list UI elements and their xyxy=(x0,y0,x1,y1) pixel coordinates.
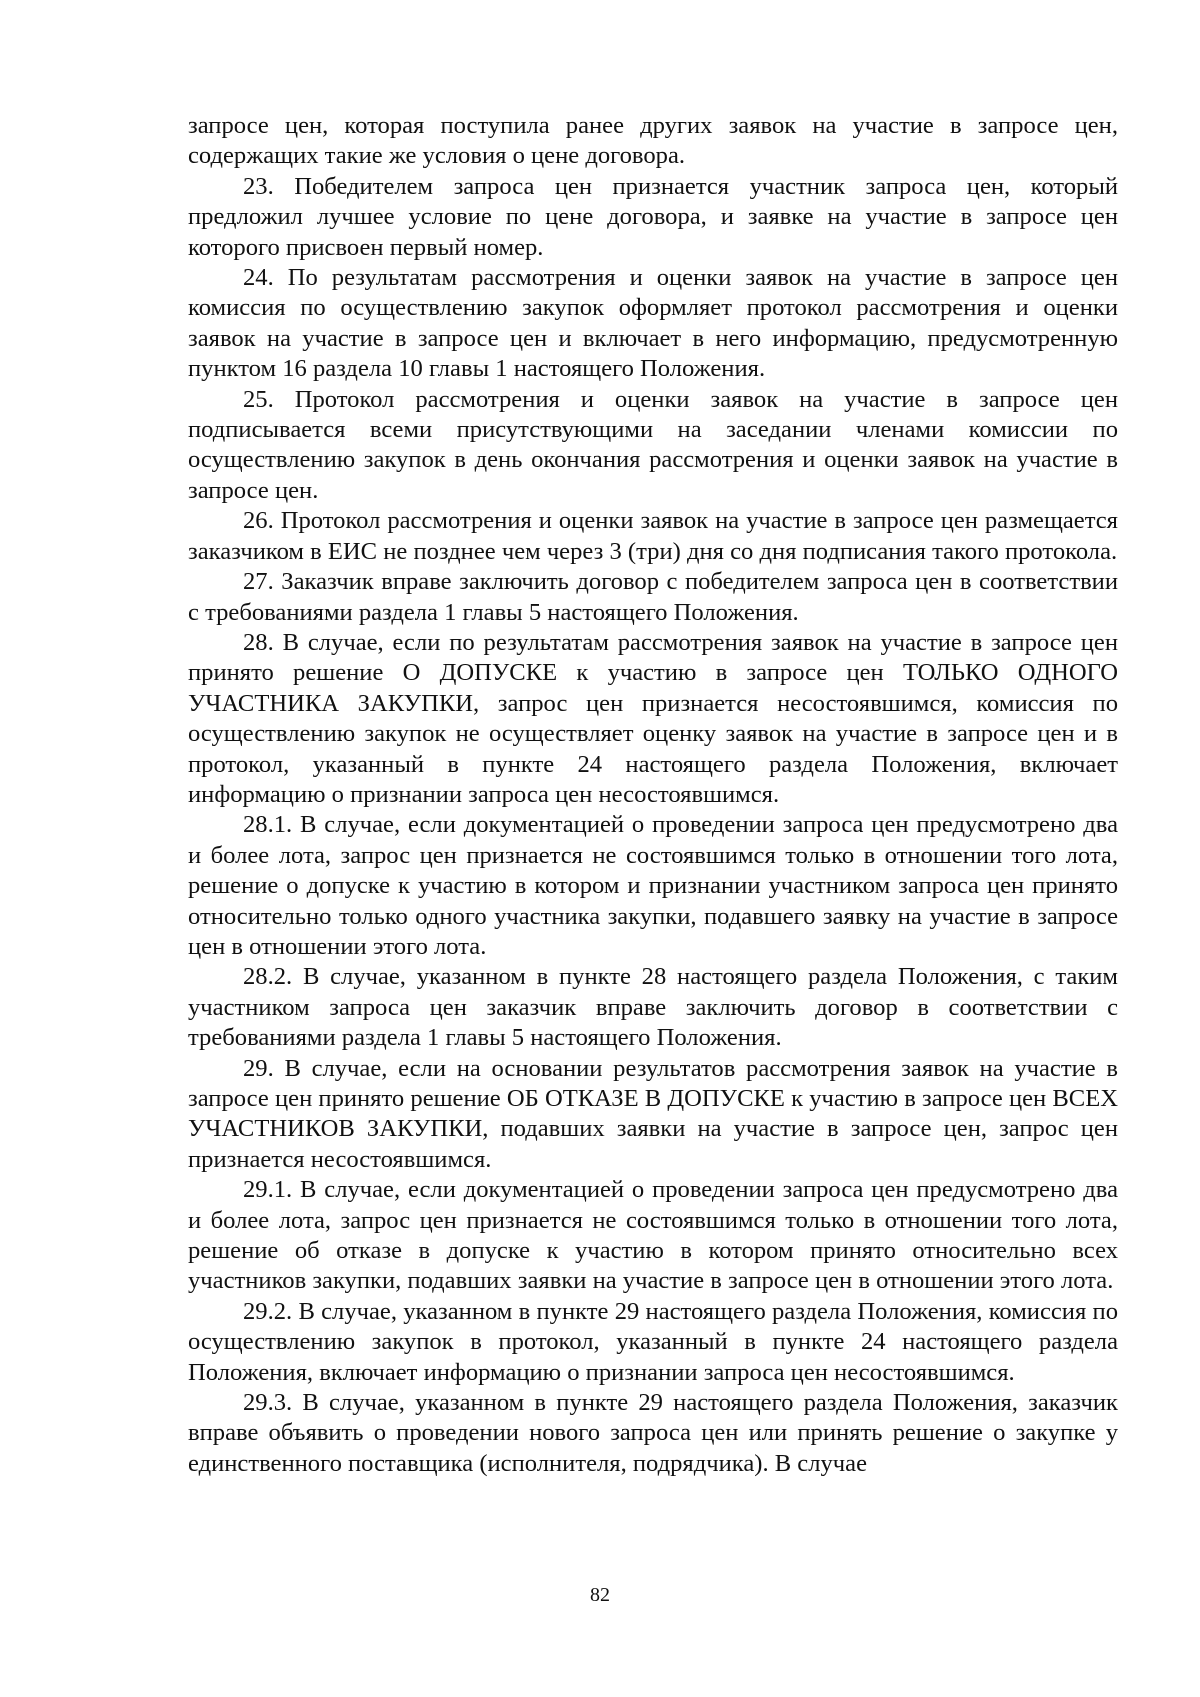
paragraph-27: 27. Заказчик вправе заключить договор с победителем запроса цен в соответствии с требованиями раздела 1 главы 5 настоящего Положения. xyxy=(188,568,1118,626)
paragraph-29-2: 29.2. В случае, указанном в пункте 29 настоящего раздела Положения, комиссия по осуществлению закупок в протокол, указанный в пункте 24 настоящего раздела Положения, включает информацию о признании запроса цен несостоявшимся. xyxy=(188,1297,1118,1386)
paragraph-24: 24. По результатам рассмотрения и оценки заявок на участие в запросе цен комиссия по осуществлению закупок оформляет протокол рассмотрения и оценки заявок на участие в запросе цен и включает в него информацию, предусмотренную пунктом 16 раздела 10 главы 1 настоящего Положения. xyxy=(188,264,1118,383)
paragraph-28: 28. В случае, если по результатам рассмотрения заявок на участие в запросе цен принято решение О ДОПУСКЕ к участию в запросе цен ТОЛЬКО ОДНОГО УЧАСТНИКА ЗАКУПКИ, запрос цен признается несостоявшимся, комиссия по осуществлению закупок не осуществляет оценку заявок на участие в запросе цен и в протокол, указанный в пункте 24 настоящего раздела Положения, включает информацию о признании запроса цен несостоявшимся. xyxy=(188,628,1118,808)
paragraph-29: 29. В случае, если на основании результатов рассмотрения заявок на участие в запросе цен принято решение ОБ ОТКАЗЕ В ДОПУСКЕ к участию в запросе цен ВСЕХ УЧАСТНИКОВ ЗАКУПКИ, подавших заявки на участие в запросе цен, запрос цен признается несостоявшимся. xyxy=(188,1054,1118,1173)
paragraph-29-3: 29.3. В случае, указанном в пункте 29 настоящего раздела Положения, заказчик вправе объявить о проведении нового запроса цен или принять решение о закупке у единственного поставщика (исполнителя, подрядчика). В случае xyxy=(188,1389,1118,1477)
document-body xyxy=(188,111,1118,1479)
paragraph-continuation: запросе цен, которая поступила ранее других заявок на участие в запросе цен, содержащих такие же условия о цене договора. xyxy=(188,112,1118,170)
page-number: 82 xyxy=(590,1584,610,1606)
paragraph-29-1: 29.1. В случае, если документацией о проведении запроса цен предусмотрено два и более лота, запрос цен признается не состоявшимся только в отношении того лота, решение об отказе в допуске к участию в котором принято относительно всех участников закупки, подавших заявки на участие в запросе цен в отношении этого лота. xyxy=(188,1176,1118,1295)
paragraph-25: 25. Протокол рассмотрения и оценки заявок на участие в запросе цен подписывается всеми присутствующими на заседании членами комиссии по осуществлению закупок в день окончания рассмотрения и оценки заявок на участие в запросе цен. xyxy=(188,385,1118,504)
paragraph-28-2: 28.2. В случае, указанном в пункте 28 настоящего раздела Положения, с таким участником запроса цен заказчик вправе заключить договор в соответствии с требованиями раздела 1 главы 5 настоящего Положения. xyxy=(188,963,1118,1052)
paragraph-23: 23. Победителем запроса цен признается участник запроса цен, который предложил лучшее условие по цене договора, и заявке на участие в запросе цен которого присвоен первый номер. xyxy=(188,172,1118,261)
paragraph-26: 26. Протокол рассмотрения и оценки заявок на участие в запросе цен размещается заказчиком в ЕИС не позднее чем через 3 (три) дня со дня подписания такого протокола. xyxy=(188,507,1118,565)
paragraph-28-1: 28.1. В случае, если документацией о проведении запроса цен предусмотрено два и более лота, запрос цен признается не состоявшимся только в отношении того лота, решение о допуске к участию в котором и признании участником запроса цен принято относительно только одного участника закупки, подавшего заявку на участие в запросе цен в отношении этого лота. xyxy=(188,811,1118,960)
